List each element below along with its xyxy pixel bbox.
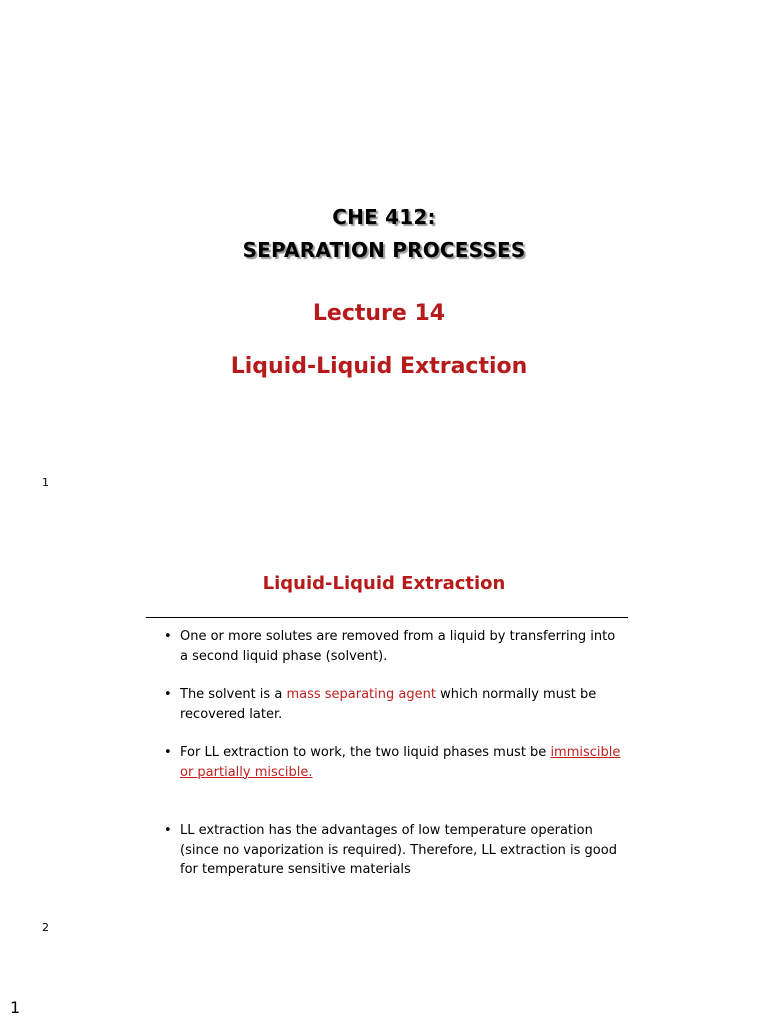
lecture-title: Liquid-Liquid Extraction	[230, 354, 528, 379]
course-code: CHE 412:	[332, 205, 436, 229]
bullet-text: LL extraction has the advantages of low temperature operation (since no vaporization is required). Therefore, LL extraction is good for temperature sensitive materials	[180, 823, 617, 877]
slide-title: Liquid-Liquid Extraction	[262, 573, 506, 594]
bullet-item	[164, 821, 624, 880]
bullet-text-after: which normally must be recovered later.	[180, 687, 597, 722]
bullet-item	[164, 685, 624, 724]
bullet-item	[164, 743, 624, 782]
bullet-text-before: For LL extraction to work, the two liquid phases must be	[180, 745, 551, 760]
bullet-icon: •	[164, 629, 172, 644]
title-divider	[146, 617, 628, 618]
highlighted-term-underlined: immiscible or partially miscible.	[180, 745, 621, 780]
slide-number-2: 2	[42, 921, 49, 934]
bullet-text: One or more solutes are removed from a liquid by transferring into a second liquid phase (solvent).	[180, 629, 616, 664]
lecture-number: Lecture 14	[312, 301, 446, 326]
highlighted-term: mass separating agent	[286, 687, 436, 702]
course-name: SEPARATION PROCESSES	[242, 238, 526, 262]
bullet-item	[164, 627, 624, 666]
page-number: 1	[10, 998, 21, 1017]
bullet-text	[180, 743, 624, 782]
bullet-icon: •	[164, 745, 172, 760]
bullet-icon: •	[164, 823, 172, 838]
slide-number-1: 1	[42, 476, 49, 489]
bullet-text	[180, 685, 624, 724]
bullet-icon: •	[164, 687, 172, 702]
bullet-text-before: The solvent is a	[180, 687, 287, 702]
